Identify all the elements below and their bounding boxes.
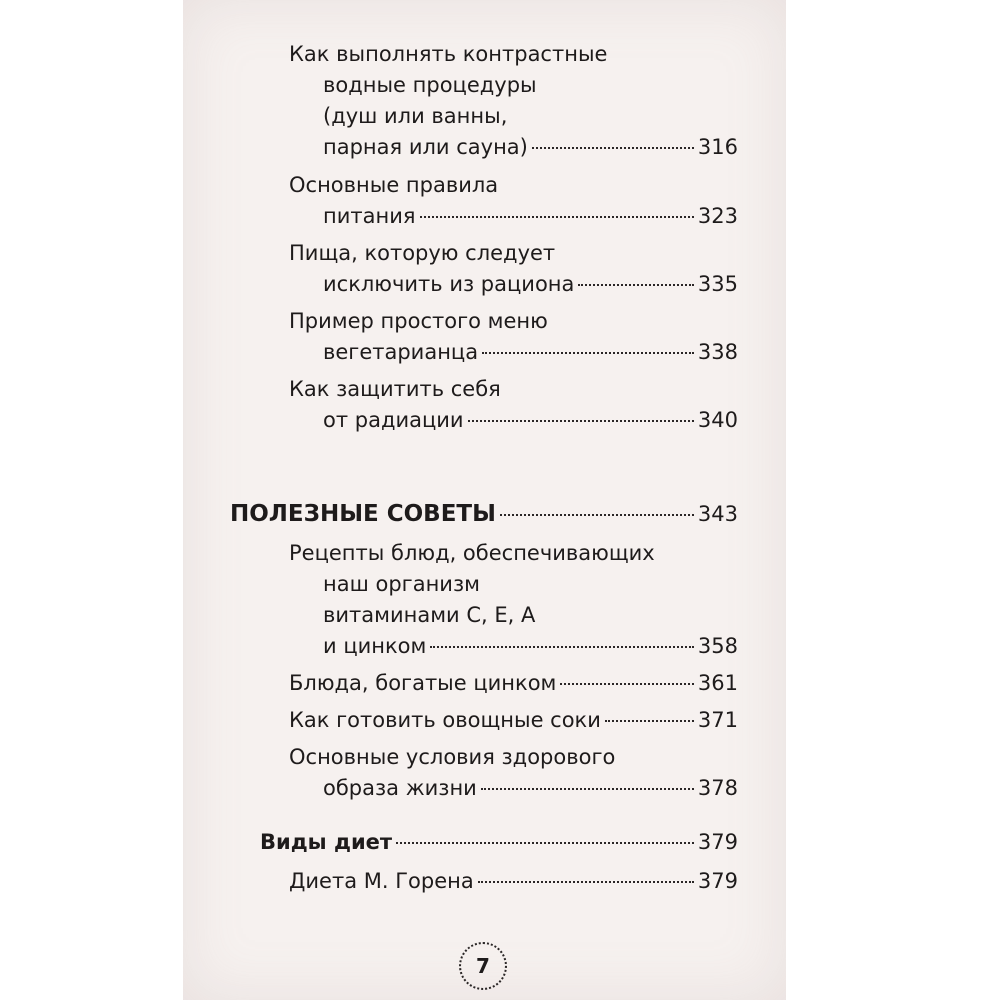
toc-entry-text: Как готовить овощные соки [289, 708, 601, 732]
dot-leader [481, 788, 694, 790]
toc-page-number: 371 [697, 708, 738, 732]
toc-page-number: 316 [697, 135, 738, 159]
dot-leader [532, 147, 694, 149]
toc-entry-text: водные процедуры [323, 73, 537, 97]
toc-entry-excluded-food [289, 238, 738, 300]
toc-entry-text: парная или сауна) [323, 135, 528, 159]
dot-leader [605, 720, 694, 722]
dot-leader [430, 646, 694, 648]
toc-page-number: 335 [697, 272, 738, 296]
toc-section-title: ПОЛЕЗНЫЕ СОВЕТЫ [230, 501, 496, 527]
toc-entry-goren-diet [289, 866, 738, 897]
toc-page-number: 323 [697, 204, 738, 228]
toc-entry-contrast-procedures [289, 39, 738, 163]
toc-entry-text: Блюда, богатые цинком [289, 671, 557, 695]
toc-entry-text: (душ или ванны, [323, 104, 508, 128]
toc-entry-radiation [289, 374, 738, 436]
toc-entry-text: и цинком [323, 634, 427, 658]
toc-entry-text: Пища, которую следует [289, 241, 556, 265]
toc-page-number: 379 [697, 830, 738, 854]
toc-entry-healthy-lifestyle [289, 742, 738, 804]
toc-entry-text: Пример простого меню [289, 309, 548, 333]
toc-entry-text: исключить из рациона [323, 272, 575, 296]
toc-entry-nutrition-rules [289, 170, 738, 232]
dot-leader [482, 352, 694, 354]
toc-entry-text: питания [323, 204, 416, 228]
toc-entry-text: Виды диет [260, 830, 393, 854]
toc-entry-text: Основные правила [289, 173, 499, 197]
dot-leader [560, 683, 694, 685]
toc-entry-vegetarian-menu [289, 306, 738, 368]
toc-entry-text: от радиации [323, 408, 464, 432]
toc-page-number: 358 [697, 634, 738, 658]
toc-page-number: 343 [697, 502, 738, 526]
page-number-badge [459, 942, 507, 990]
toc-page-number: 378 [697, 776, 738, 800]
page-number: 7 [476, 954, 490, 978]
toc-entry-text: Как выполнять контрастные [289, 42, 608, 66]
toc-entry-text: вегетарианца [323, 340, 479, 364]
toc-entry-text: витаминами С, Е, А [323, 603, 536, 627]
toc-entry-vitamin-recipes [289, 538, 738, 662]
toc-page-number: 379 [697, 869, 738, 893]
dot-leader [468, 420, 694, 422]
toc-section-useful-tips [230, 499, 738, 530]
dot-leader [478, 881, 694, 883]
toc-page-number: 338 [697, 340, 738, 364]
toc-entry-zinc-dishes [289, 668, 738, 699]
dot-leader [420, 216, 694, 218]
dot-leader [396, 842, 694, 844]
toc-entry-diet-types [260, 827, 738, 858]
toc-entry-text: образа жизни [323, 776, 477, 800]
toc-page-number: 340 [697, 408, 738, 432]
dot-leader [500, 514, 694, 516]
toc-entry-text: Диета М. Горена [289, 869, 474, 893]
toc-entry-vegetable-juices [289, 705, 738, 736]
dot-leader [578, 284, 694, 286]
toc-entry-text: Основные условия здорового [289, 745, 616, 769]
toc-entry-text: наш организм [323, 572, 480, 596]
toc-page-number: 361 [697, 671, 738, 695]
toc-entry-text: Как защитить себя [289, 377, 501, 401]
toc-entry-text: Рецепты блюд, обеспечивающих [289, 541, 655, 565]
